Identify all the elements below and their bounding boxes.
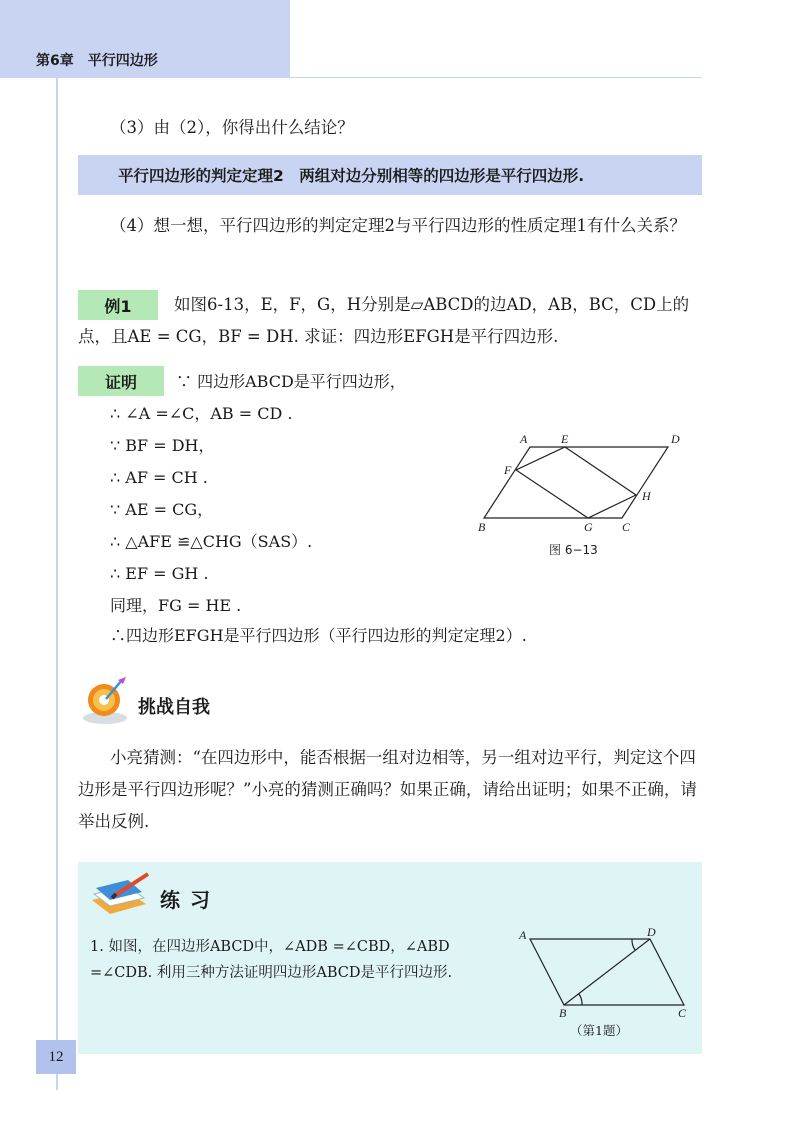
header-divider <box>290 77 702 78</box>
angle-mark-b <box>579 994 582 1005</box>
proof-line-3: ∵ BF = DH， <box>110 436 215 455</box>
ex-label-a: A <box>519 928 527 942</box>
proof-label: 证明 <box>78 366 164 396</box>
proof-line-2: ∴ ∠A =∠C，AB = CD . <box>110 404 293 423</box>
label-g: G <box>584 520 593 534</box>
challenge-title: 挑战自我 <box>138 697 210 718</box>
figure-6-13 <box>470 425 710 545</box>
exercise-figure <box>510 925 700 1020</box>
proof-line-6: ∴ △AFE ≌△CHG（SAS）. <box>110 532 313 551</box>
challenge-text: 小亮猜测：“在四边形中，能否根据一组对边相等，另一组对边平行，判定这个四边形是平行四边形呢？”小亮的猜测正确吗？如果正确，请给出证明；如果不正确，请举出反例. <box>78 748 697 831</box>
figure-caption: 图 6−13 <box>549 543 598 557</box>
angle-mark-d <box>632 939 635 950</box>
example-label: 例1 <box>78 290 158 320</box>
exercise-caption: （第1题） <box>570 1023 628 1038</box>
label-f: F <box>504 463 512 477</box>
proof-line-9: ∴四边形EFGH是平行四边形（平行四边形的判定定理2）. <box>110 626 527 645</box>
example-text: 如图6-13，E，F，G，H分别是▱ABCD的边AD，AB，BC，CD上的点，且AE = CG，BF = DH. 求证：四边形EFGH是平行四边形. <box>78 295 690 346</box>
label-h: H <box>642 489 651 503</box>
ex-label-b: B <box>559 1006 567 1020</box>
chapter-title: 第6章 平行四边形 <box>36 53 158 69</box>
question-3: （3）由（2），你得出什么结论？ <box>110 118 354 137</box>
theorem-text: 平行四边形的判定定理2 两组对边分别相等的四边形是平行四边形. <box>118 167 585 185</box>
theorem-box <box>78 155 702 195</box>
ex-label-c: C <box>678 1006 687 1020</box>
margin-line <box>56 78 58 1090</box>
label-e: E <box>561 432 569 446</box>
label-a: A <box>520 432 528 446</box>
exercise-title: 练习 <box>160 888 220 912</box>
parallelogram-abcd <box>484 447 668 518</box>
page-number: 12 <box>36 1040 76 1074</box>
proof-line-1: ∵ 四边形ABCD是平行四边形， <box>176 372 406 391</box>
quadrilateral-efgh <box>516 447 636 518</box>
label-c: C <box>622 520 631 534</box>
label-d: D <box>671 432 680 446</box>
proof-line-4: ∴ AF = CH . <box>110 468 208 487</box>
book-pencil-icon <box>88 870 154 916</box>
ex-label-d: D <box>647 925 656 939</box>
question-4: （4）想一想，平行四边形的判定定理2与平行四边形的性质定理1有什么关系？ <box>110 216 686 235</box>
challenge-icon <box>78 672 134 728</box>
exercise-item-1: 1. 如图，在四边形ABCD中，∠ADB =∠CBD，∠ABD =∠CDB. 利用三种方法证明四边形ABCD是平行四边形. <box>90 939 453 981</box>
proof-line-8: 同理，FG = HE . <box>110 596 242 615</box>
label-b: B <box>478 520 486 534</box>
proof-line-7: ∴ EF = GH . <box>110 564 209 583</box>
diagonal-bd <box>564 939 650 1005</box>
proof-line-5: ∵ AE = CG， <box>110 500 214 519</box>
